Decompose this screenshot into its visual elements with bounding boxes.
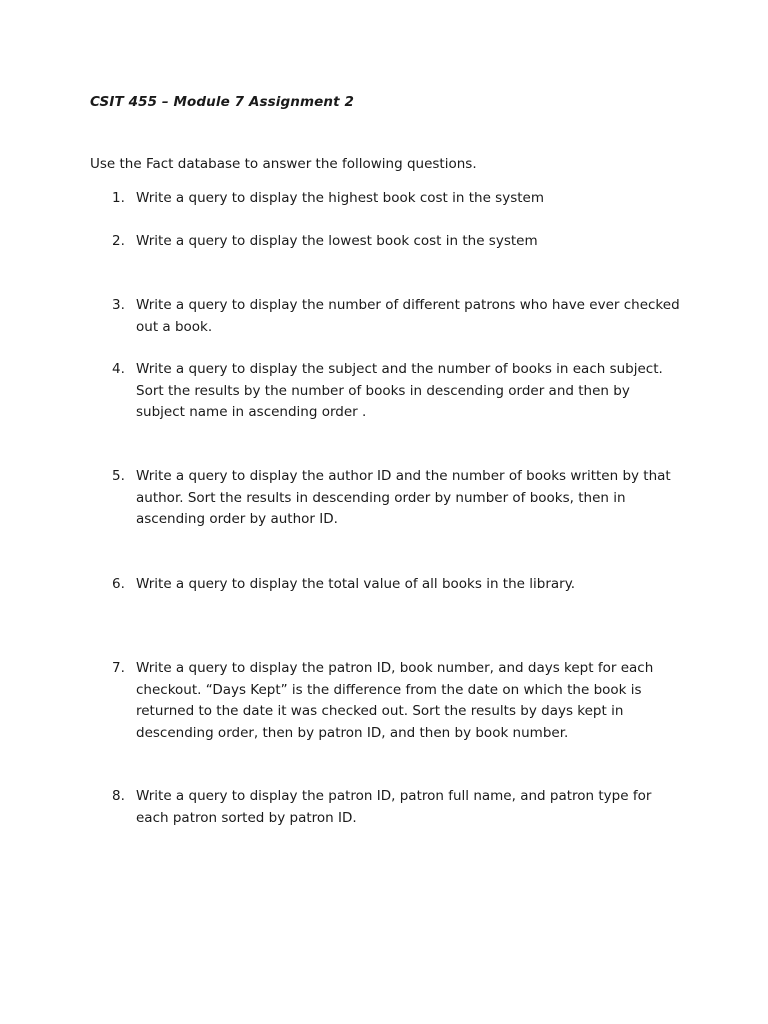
question-item bbox=[90, 466, 690, 531]
question-text: Write a query to display the patron ID, patron full name, and patron type for each patron sorted by patron ID. bbox=[136, 788, 652, 826]
question-number: 7. bbox=[112, 660, 125, 676]
question-number: 3. bbox=[112, 297, 125, 313]
question-item bbox=[90, 359, 690, 424]
question-text: Write a query to display the total value of all books in the library. bbox=[136, 576, 576, 592]
question-number: 6. bbox=[112, 576, 125, 592]
question-text: Write a query to display the subject and the number of books in each subject. Sort the results by the number of books in descending order and then by subject name in ascending order . bbox=[136, 361, 663, 420]
question-item bbox=[90, 295, 690, 338]
question-item bbox=[90, 231, 690, 253]
question-item bbox=[90, 786, 690, 829]
question-text: Write a query to display the highest book cost in the system bbox=[136, 190, 544, 206]
question-item bbox=[90, 574, 690, 596]
question-item bbox=[90, 658, 690, 744]
question-number: 5. bbox=[112, 468, 125, 484]
question-number: 4. bbox=[112, 361, 125, 377]
question-text: Write a query to display the lowest book cost in the system bbox=[136, 233, 538, 249]
question-number: 1. bbox=[112, 190, 125, 206]
question-text: Write a query to display the number of different patrons who have ever checked out a book. bbox=[136, 297, 680, 335]
question-number: 8. bbox=[112, 788, 125, 804]
question-item bbox=[90, 188, 690, 210]
question-text: Write a query to display the patron ID, book number, and days kept for each checkout. “Days Kept” is the difference from the date on which the book is returned to the date it was checked out. Sort the results by days kept in descending order, then by patron ID, and then by book number. bbox=[136, 660, 654, 741]
intro-text: Use the Fact database to answer the following questions. bbox=[90, 156, 477, 172]
question-text: Write a query to display the author ID and the number of books written by that author. Sort the results in descending order by number of books, then in ascending order by author ID. bbox=[136, 468, 671, 527]
question-number: 2. bbox=[112, 233, 125, 249]
document-title: CSIT 455 – Module 7 Assignment 2 bbox=[90, 94, 354, 110]
